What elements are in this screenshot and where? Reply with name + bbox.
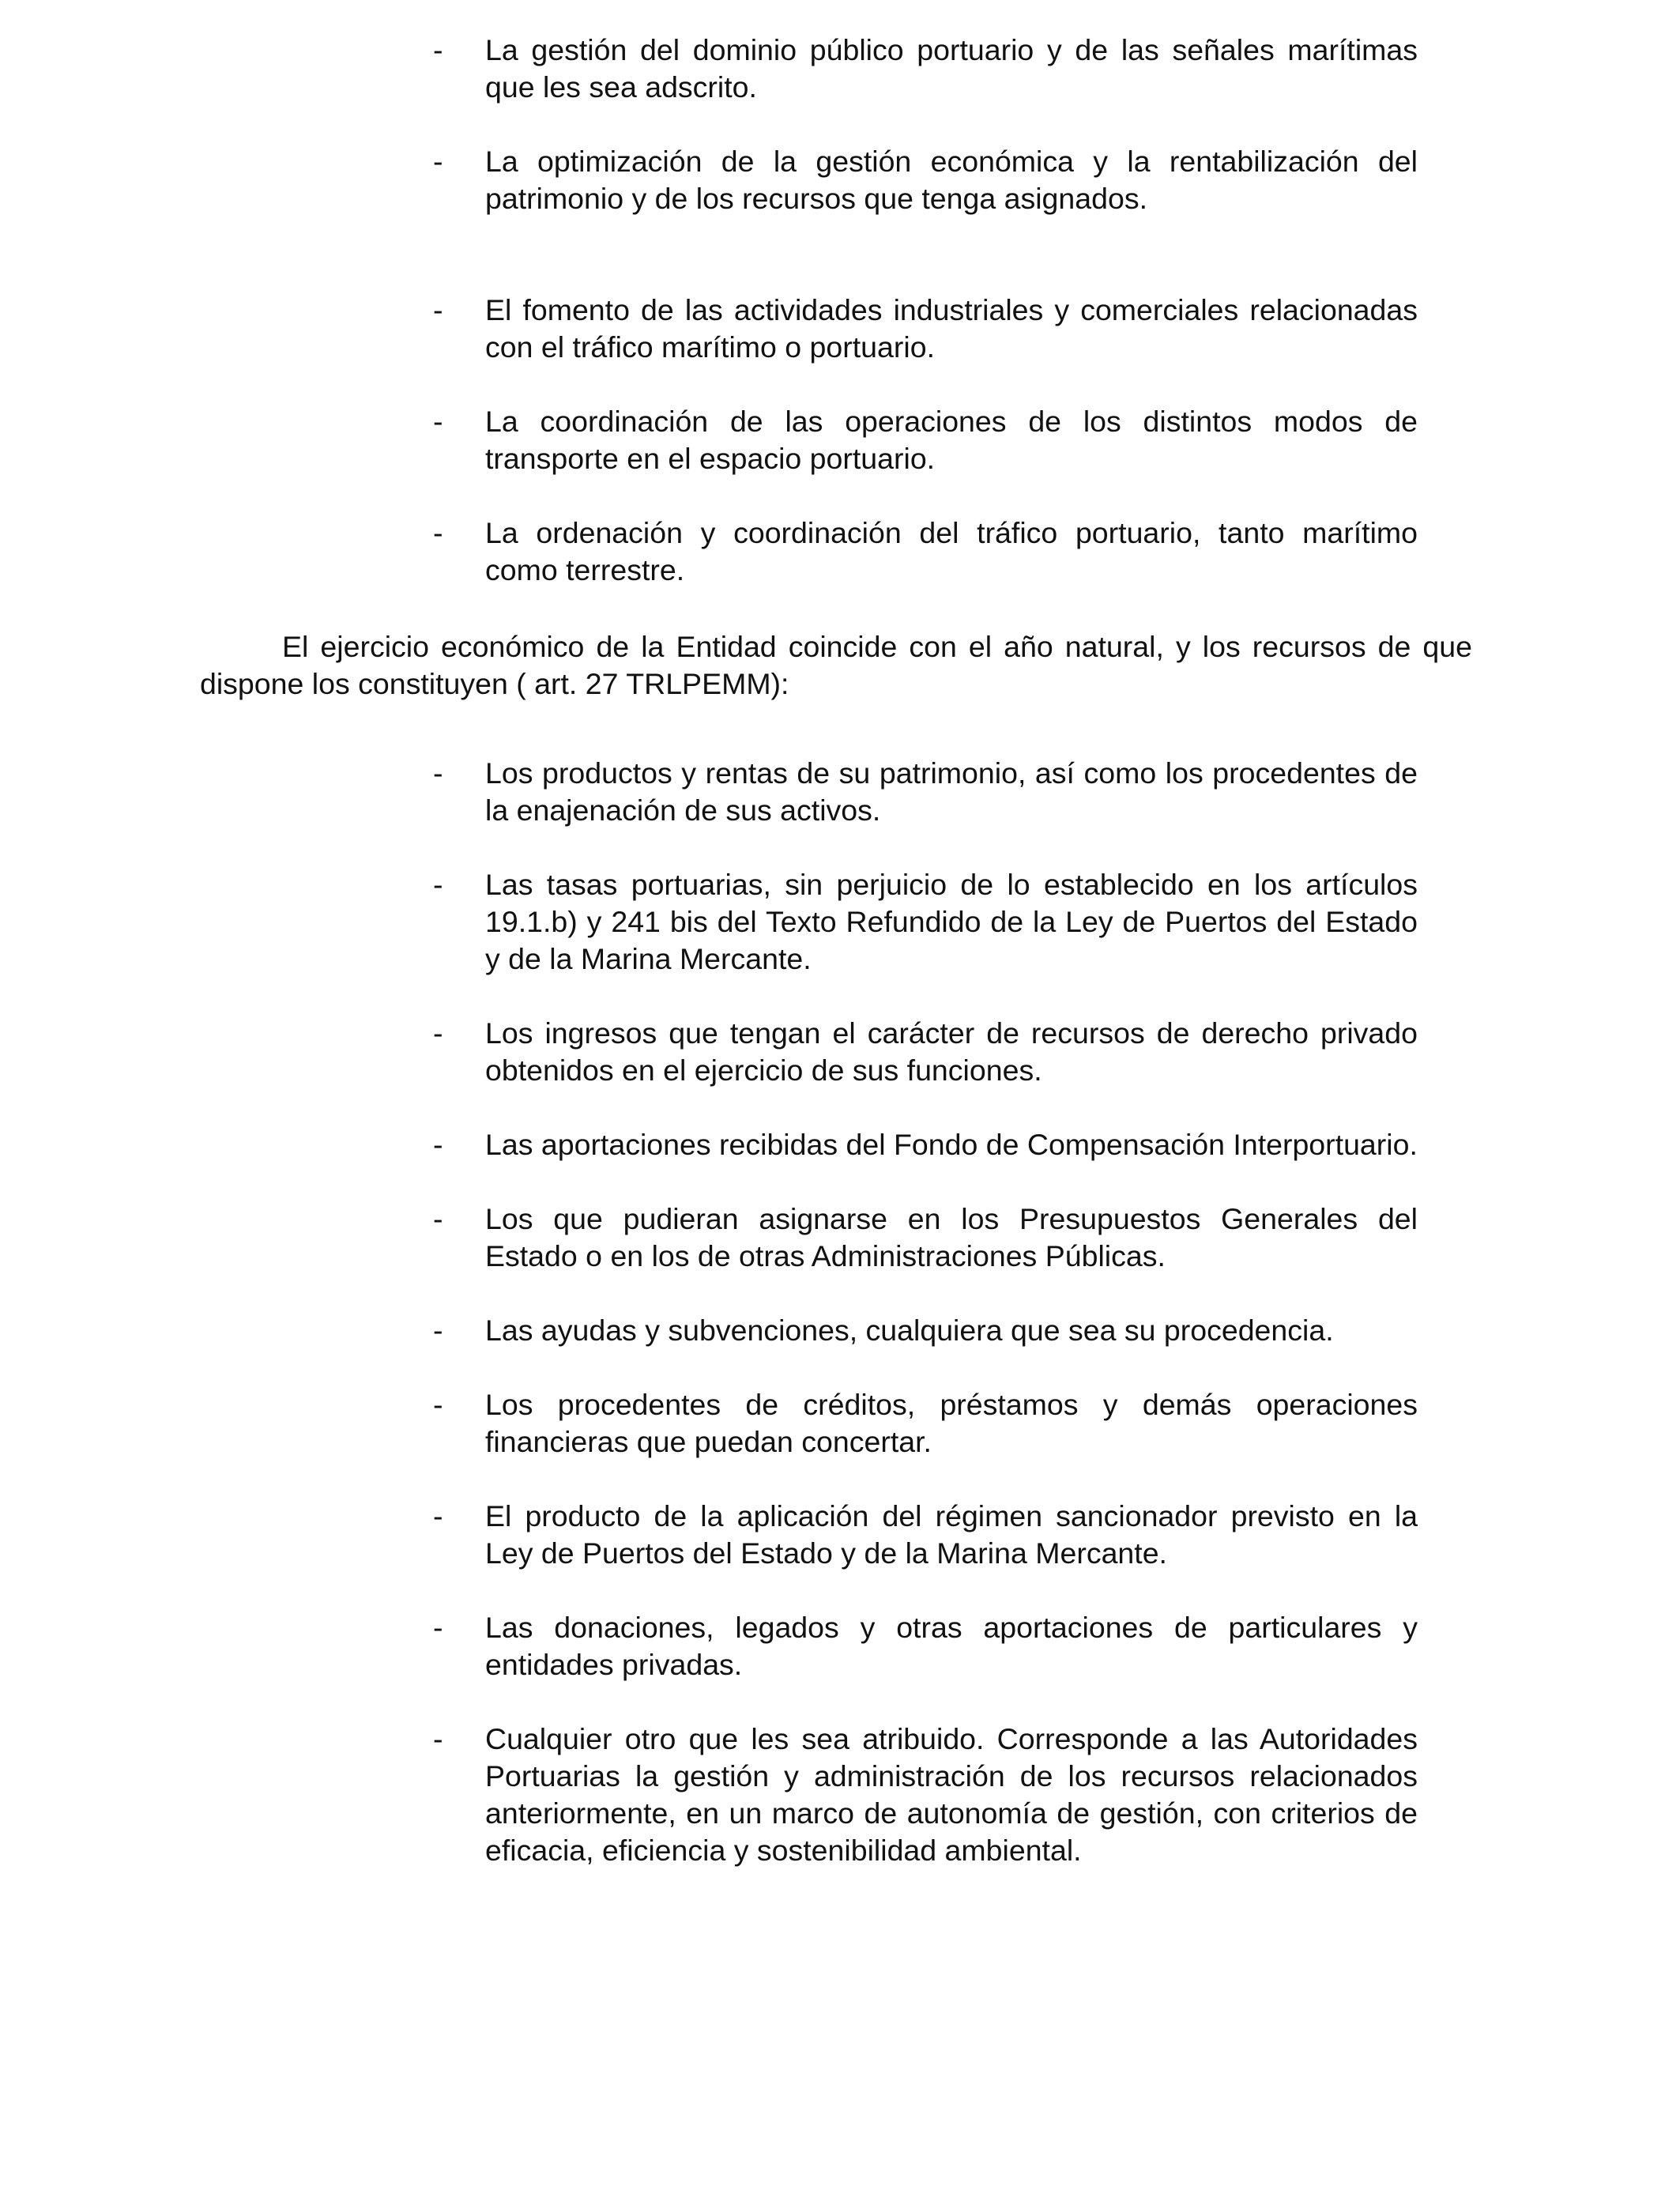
bullet-dash: -: [433, 293, 443, 326]
resources-list: [433, 755, 1418, 1869]
list-item: [433, 32, 1418, 106]
list-item: [433, 1015, 1418, 1089]
list-item: [433, 1126, 1418, 1163]
list-item: [433, 515, 1418, 589]
list-item: [433, 403, 1418, 477]
list-item-text: Las donaciones, legados y otras aportaciones de particulares y entidades privadas.: [485, 1611, 1418, 1681]
list-item-text: Los ingresos que tengan el carácter de recursos de derecho privado obtenidos en el ejercicio de sus funciones.: [485, 1016, 1418, 1087]
list-item-text: Cualquier otro que les sea atribuido. Corresponde a las Autoridades Portuarias la gestión y administración de los recursos relacionados anteriormente, en un marco de autonomía de gestión, con criterios de eficacia, eficiencia y sostenibilidad ambiental.: [485, 1722, 1418, 1867]
resources-intro-paragraph: El ejercicio económico de la Entidad coincide con el año natural, y los recursos de que dispone los constituyen ( art. 27 TRLPEMM):: [200, 630, 1472, 700]
list-item: [433, 1312, 1418, 1349]
list-item: [433, 292, 1418, 366]
bullet-dash: -: [433, 1016, 443, 1050]
list-item-text: La ordenación y coordinación del tráfico portuario, tanto marítimo como terrestre.: [485, 516, 1418, 586]
list-item-text: Los procedentes de créditos, préstamos y demás operaciones financieras que puedan concertar.: [485, 1388, 1418, 1458]
list-item: [433, 1721, 1418, 1869]
list-item-text: El producto de la aplicación del régimen sancionador previsto en la Ley de Puertos del Estado y de la Marina Mercante.: [485, 1499, 1418, 1570]
list-item: [433, 143, 1418, 217]
list-item: [433, 1201, 1418, 1275]
bullet-dash: -: [433, 405, 443, 438]
list-item-text: El fomento de las actividades industriales y comerciales relacionadas con el tráfico marítimo o portuario.: [485, 293, 1418, 364]
bullet-dash: -: [433, 145, 443, 178]
bullet-dash: -: [433, 1499, 443, 1532]
bullet-dash: -: [433, 1388, 443, 1421]
list-item: [433, 755, 1418, 829]
bullet-dash: -: [433, 1611, 443, 1644]
bullet-dash: -: [433, 33, 443, 66]
list-item: [433, 866, 1418, 978]
bullet-dash: -: [433, 1722, 443, 1755]
list-item-text: Las aportaciones recibidas del Fondo de Compensación Interportuario.: [485, 1128, 1418, 1161]
bullet-dash: -: [433, 1314, 443, 1347]
list-item-text: La gestión del dominio público portuario y de las señales marítimas que les sea adscrito.: [485, 33, 1418, 104]
bullet-dash: -: [433, 756, 443, 790]
list-item: [433, 1498, 1418, 1572]
list-item: [433, 1609, 1418, 1683]
list-item-text: La coordinación de las operaciones de los distintos modos de transporte en el espacio portuario.: [485, 405, 1418, 475]
list-item-text: Los que pudieran asignarse en los Presupuestos Generales del Estado o en los de otras Administraciones Públicas.: [485, 1202, 1418, 1272]
bullet-dash: -: [433, 516, 443, 549]
functions-list: [433, 32, 1418, 589]
bullet-dash: -: [433, 1128, 443, 1161]
bullet-dash: -: [433, 868, 443, 901]
list-item: [433, 1386, 1418, 1461]
list-item-text: Las ayudas y subvenciones, cualquiera que sea su procedencia.: [485, 1314, 1334, 1347]
bullet-dash: -: [433, 1202, 443, 1235]
list-item-text: Las tasas portuarias, sin perjuicio de lo establecido en los artículos 19.1.b) y 241 bis del Texto Refundido de la Ley de Puertos del Estado y de la Marina Mercante.: [485, 868, 1418, 975]
list-item-text: La optimización de la gestión económica y la rentabilización del patrimonio y de los recursos que tenga asignados.: [485, 145, 1418, 215]
list-item-text: Los productos y rentas de su patrimonio, así como los procedentes de la enajenación de sus activos.: [485, 756, 1418, 827]
